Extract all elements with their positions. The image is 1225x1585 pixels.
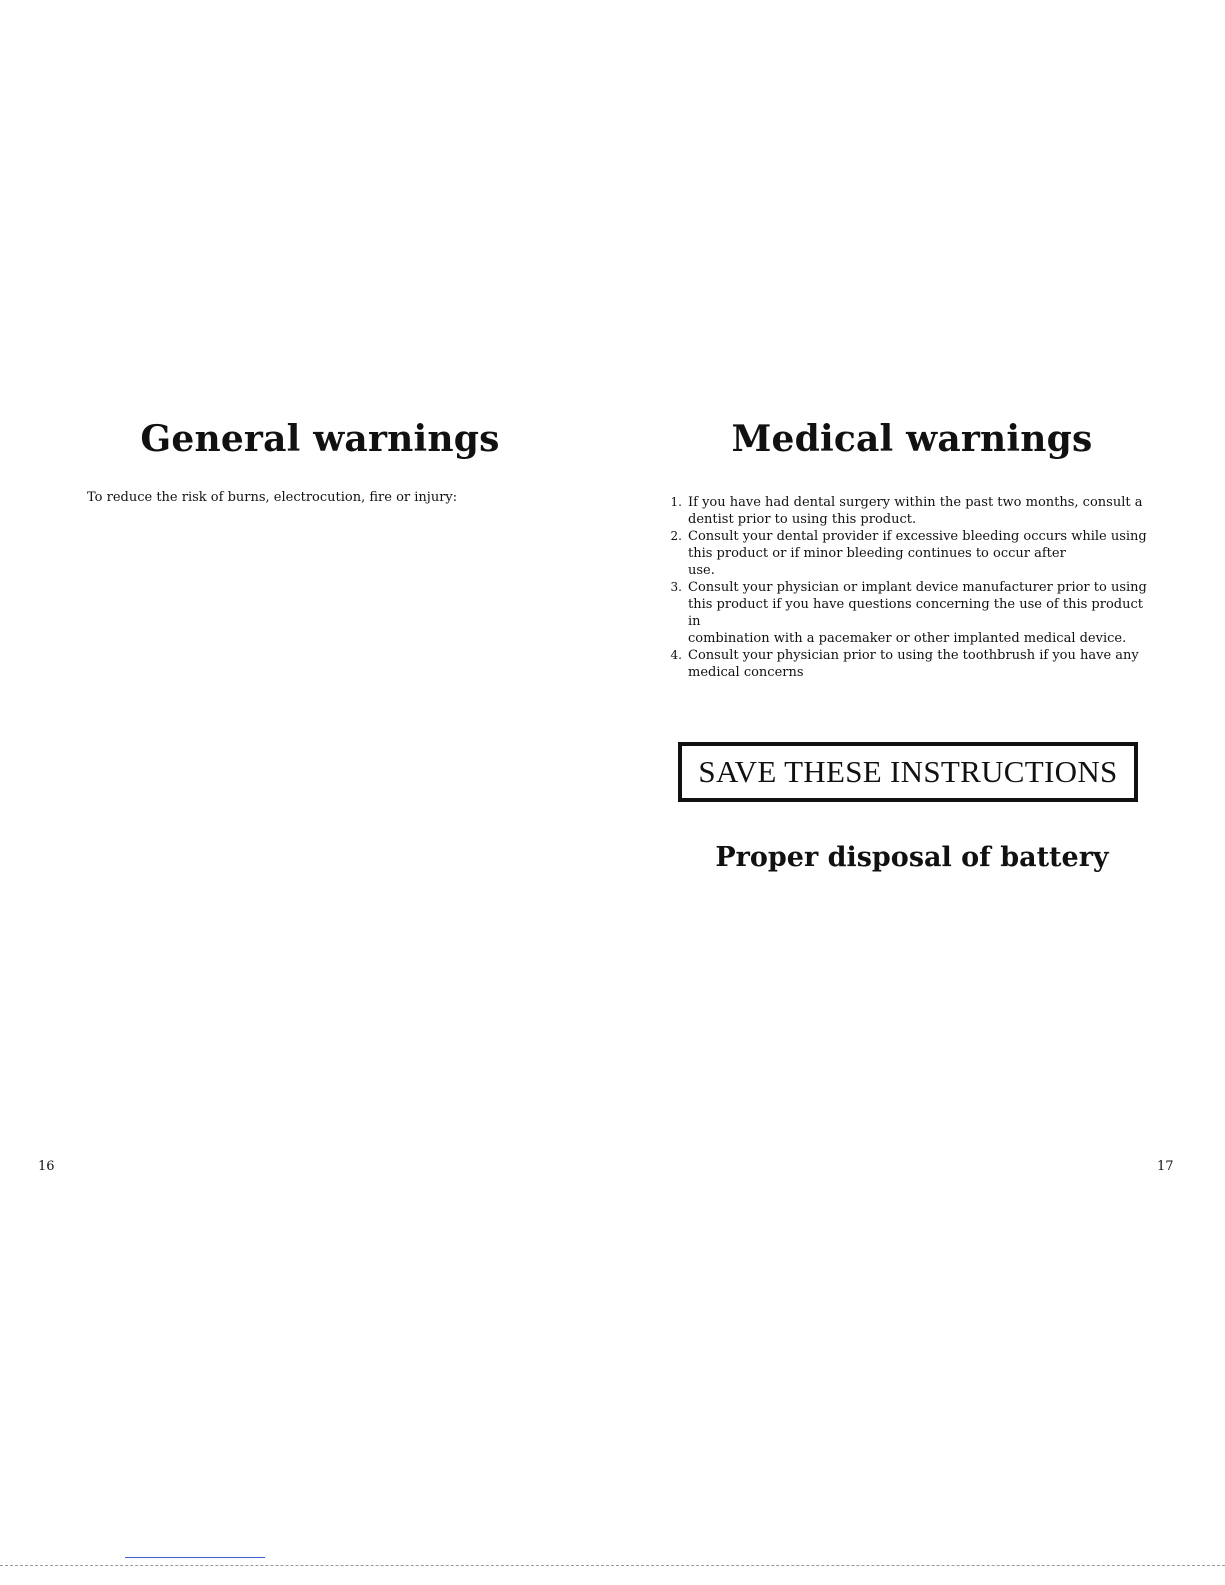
page-number-left: 16: [38, 1159, 55, 1174]
warning-line: use.: [688, 563, 715, 578]
warning-line: dentist prior to using this product.: [688, 512, 917, 527]
warning-number: 4.: [670, 648, 682, 662]
warning-line: this product if you have questions concerning the use of this product in: [688, 597, 1143, 629]
warning-line: combination with a pacemaker or other implanted medical device.: [688, 631, 1127, 646]
bottom-dashed-rule: [0, 1565, 1225, 1566]
general-warnings-intro: To reduce the risk of burns, electrocution, fire or injury:: [87, 490, 458, 505]
medical-warnings-heading: Medical warnings: [731, 418, 1093, 460]
warning-number: 3.: [670, 580, 682, 594]
warning-line: If you have had dental surgery within the past two months, consult a: [688, 495, 1143, 510]
right-page: [612, 0, 1225, 1585]
warning-line: Consult your physician or implant device manufacturer prior to using: [688, 580, 1147, 595]
warning-number: 2.: [670, 529, 682, 543]
save-instructions-box: [678, 742, 1138, 802]
warning-line: this product or if minor bleeding continues to occur after: [688, 546, 1066, 561]
warning-line: Consult your dental provider if excessive bleeding occurs while using: [688, 529, 1147, 544]
general-warnings-heading: General warnings: [140, 418, 500, 460]
page-number-right: 17: [1157, 1159, 1174, 1174]
save-instructions-text: SAVE THESE INSTRUCTIONS: [698, 754, 1118, 789]
battery-disposal-heading: Proper disposal of battery: [715, 842, 1109, 873]
left-page: [0, 0, 612, 1585]
warning-line: Consult your physician prior to using the toothbrush if you have any: [688, 648, 1139, 663]
warning-item-3: [664, 579, 1154, 647]
warning-item-1: [664, 494, 1154, 528]
warning-item-2: [664, 528, 1154, 579]
warning-line: medical concerns: [688, 665, 804, 680]
warning-number: 1.: [670, 495, 682, 509]
medical-warnings-list: [664, 494, 1154, 681]
warning-item-4: [664, 647, 1154, 681]
bottom-link-underline: [125, 1557, 265, 1558]
